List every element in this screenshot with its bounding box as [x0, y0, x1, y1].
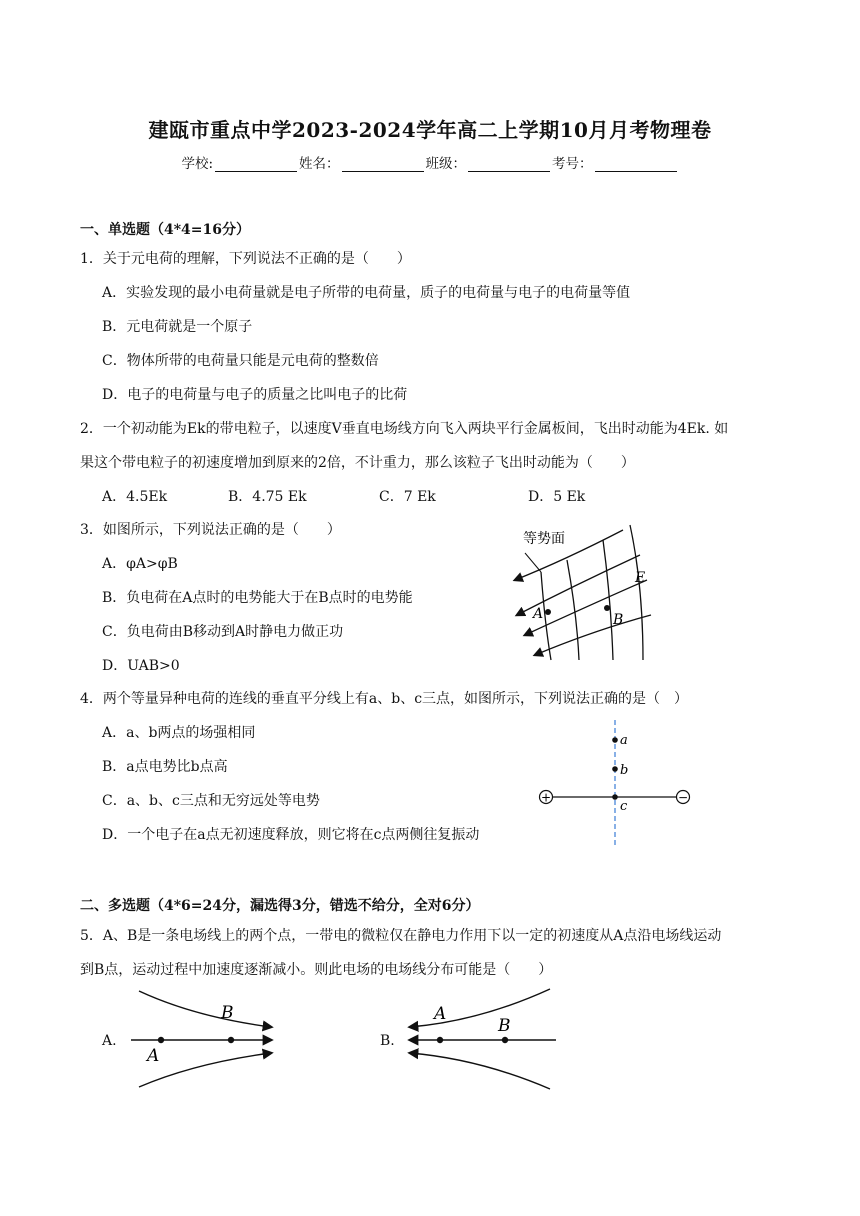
q3-stem: 3．如图所示，下列说法正确的是（ ）: [80, 522, 341, 538]
section1-heading: 一、单选题（4*4=16分）: [80, 222, 251, 238]
q5-stem-line2: 到B点，运动过程中加速度逐渐减小。则此电场的电场线分布可能是（ ）: [80, 962, 553, 978]
q2-stem-line1: 2．一个初动能为Ek的带电粒子，以速度V垂直电场线方向飞入两块平行金属板间，飞出时动能为4Ek. 如: [80, 421, 729, 437]
point-c-dot: [612, 794, 618, 800]
page-title: 建瓯市重点中学2023-2024学年高二上学期10月月考物理卷: [148, 118, 712, 142]
q5-figure-b: [400, 985, 560, 1093]
field-line-top: [410, 989, 550, 1027]
number-label: 考号：: [552, 156, 593, 172]
point-b-dot: [502, 1037, 508, 1043]
field-line-3: [525, 580, 647, 635]
point-a-dot: [437, 1037, 443, 1043]
field-line-bottom: [410, 1053, 550, 1089]
q3-option-a: A．φA>φB: [102, 556, 178, 572]
q4-stem: 4．两个等量异种电荷的连线的垂直平分线上有a、b、c三点，如图所示，下列说法正确的是（ ）: [80, 691, 689, 707]
q4-option-a: A．a、b两点的场强相同: [102, 725, 256, 741]
q1-option-c: C．物体所带的电荷量只能是元电荷的整数倍: [102, 353, 379, 369]
equipotential-label: 等势面: [523, 531, 565, 547]
q3-field-figure: [505, 520, 665, 665]
q2-option-b: B．4.75 Ek: [228, 489, 307, 505]
section2-heading: 二、多选题（4*6=24分，漏选得3分，错选不给分，全对6分）: [80, 898, 480, 914]
point-a-label: A: [434, 1004, 447, 1024]
equipotential-arc-4: [630, 525, 646, 660]
equipotential-arc-3: [603, 540, 613, 660]
number-blank[interactable]: [595, 157, 677, 172]
q4-option-c: C．a、b、c三点和无穷远处等电势: [102, 793, 320, 809]
equipotential-arc-2: [567, 560, 579, 660]
q4-option-d: D．一个电子在a点无初速度释放，则它将在c点两侧往复振动: [102, 827, 480, 843]
point-b-label: B: [498, 1016, 511, 1036]
point-a-dot: [158, 1037, 164, 1043]
school-blank[interactable]: [215, 157, 297, 172]
field-line-4: [535, 615, 651, 655]
q5-option-a-label: A.: [102, 1033, 117, 1049]
point-a-dot: [545, 609, 551, 615]
q3-option-c: C．负电荷由B移动到A时静电力做正功: [102, 624, 344, 640]
q5-option-b-label: B.: [380, 1033, 395, 1049]
point-b-label: B: [613, 612, 624, 628]
point-a-label: A: [533, 606, 544, 622]
q1-option-a: A．实验发现的最小电荷量就是电子所带的电荷量，质子的电荷量与电子的电荷量等值: [102, 285, 631, 301]
school-label: 学校:: [181, 156, 214, 172]
field-e-label: E: [635, 570, 646, 586]
point-c-label: c: [620, 799, 628, 814]
minus-sign: −: [677, 790, 689, 805]
q3-option-d: D．UAB>0: [102, 658, 180, 674]
q1-stem: 1．关于元电荷的理解，下列说法不正确的是（ ）: [80, 251, 411, 267]
point-b-dot: [612, 766, 618, 772]
name-label: 姓名：: [299, 156, 340, 172]
point-b-dot: [604, 605, 610, 611]
q5-figure-a: [125, 985, 280, 1093]
student-info-line: [0, 152, 860, 172]
point-b-label: b: [620, 763, 629, 778]
q1-option-d: D．电子的电荷量与电子的质量之比叫电子的比荷: [102, 387, 408, 403]
point-a-label: A: [147, 1046, 160, 1066]
point-b-label: B: [221, 1003, 234, 1023]
surface-label-leader: [525, 553, 541, 572]
class-blank[interactable]: [468, 157, 550, 172]
q2-option-a: A．4.5Ek: [102, 489, 168, 505]
q4-charges-figure: [535, 718, 695, 848]
q2-option-c: C．7 Ek: [379, 489, 436, 505]
q4-option-b: B．a点电势比b点高: [102, 759, 228, 775]
point-a-dot: [612, 737, 618, 743]
q2-option-d: D．5 Ek: [528, 489, 586, 505]
q3-option-b: B．负电荷在A点时的电势能大于在B点时的电势能: [102, 590, 413, 606]
q2-stem-line2: 果这个带电粒子的初速度增加到原来的2倍，不计重力，那么该粒子飞出时动能为（ ）: [80, 455, 635, 471]
field-line-top: [139, 991, 271, 1027]
name-blank[interactable]: [342, 157, 424, 172]
point-a-label: a: [620, 733, 628, 748]
plus-sign: +: [540, 790, 552, 805]
point-b-dot: [228, 1037, 234, 1043]
class-label: 班级：: [425, 156, 467, 172]
q5-stem-line1: 5．A、B是一条电场线上的两个点，一带电的微粒仅在静电力作用下以一定的初速度从A点沿电场线运动: [80, 928, 722, 944]
q1-option-b: B．元电荷就是一个原子: [102, 319, 253, 335]
